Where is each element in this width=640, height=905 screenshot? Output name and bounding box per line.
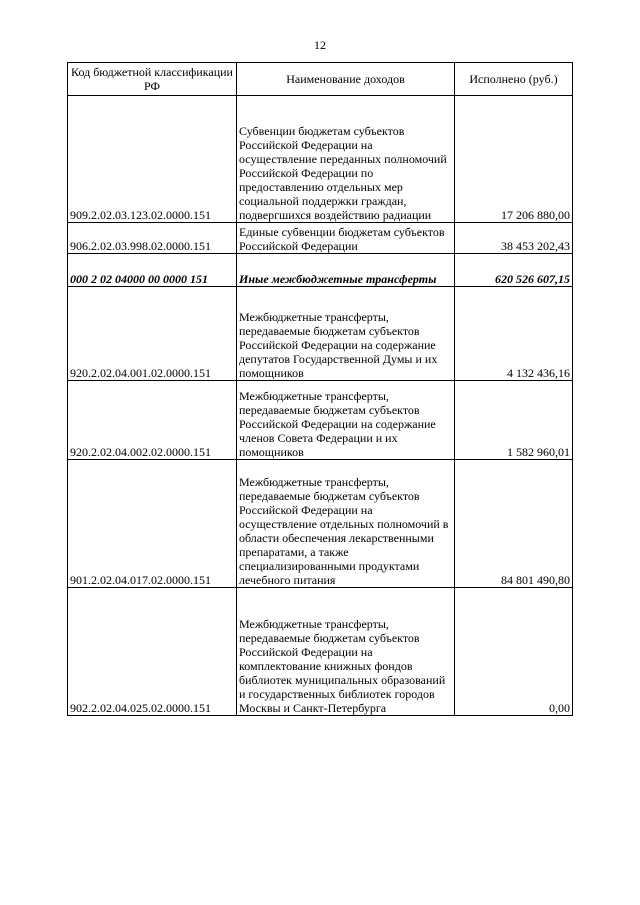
- header-code: Код бюджетной классификации РФ: [68, 63, 237, 96]
- table-header-row: [68, 63, 573, 96]
- row-amount: 84 801 490,80: [455, 460, 573, 588]
- row-amount: 0,00: [455, 588, 573, 716]
- table-row: [68, 287, 573, 381]
- row-code: 909.2.02.03.123.02.0000.151: [68, 96, 237, 223]
- row-name: Межбюджетные трансферты, передаваемые бюджетам субъектов Российской Федерации на осуществление отдельных полномочий в области обеспечения лекарственными препаратами, а также специализированными продуктами лечебного питания: [237, 460, 455, 588]
- row-code: 901.2.02.04.017.02.0000.151: [68, 460, 237, 588]
- row-code: 902.2.02.04.025.02.0000.151: [68, 588, 237, 716]
- table-row: [68, 381, 573, 460]
- row-code: 920.2.02.04.002.02.0000.151: [68, 381, 237, 460]
- row-amount: 1 582 960,01: [455, 381, 573, 460]
- row-name: Межбюджетные трансферты, передаваемые бюджетам субъектов Российской Федерации на содержание членов Совета Федерации и их помощников: [237, 381, 455, 460]
- page-number: 12: [314, 38, 326, 52]
- header-amount: Исполнено (руб.): [455, 63, 573, 96]
- row-amount: 38 453 202,43: [455, 223, 573, 254]
- table-row: [68, 588, 573, 716]
- row-amount: 17 206 880,00: [455, 96, 573, 223]
- row-name: Межбюджетные трансферты, передаваемые бюджетам субъектов Российской Федерации на комплектование книжных фондов библиотек муниципальных образований и государственных библиотек городов Москвы и Санкт-Петербурга: [237, 588, 455, 716]
- revenue-table: [67, 62, 573, 716]
- row-code: 906.2.02.03.998.02.0000.151: [68, 223, 237, 254]
- row-name: Межбюджетные трансферты, передаваемые бюджетам субъектов Российской Федерации на содержание депутатов Государственной Думы и их помощников: [237, 287, 455, 381]
- row-amount: 4 132 436,16: [455, 287, 573, 381]
- table-row-subtotal: [68, 254, 573, 287]
- header-name: Наименование доходов: [237, 63, 455, 96]
- row-amount: 620 526 607,15: [455, 254, 573, 287]
- row-code: 000 2 02 04000 00 0000 151: [68, 254, 237, 287]
- table-row: [68, 96, 573, 223]
- table-row: [68, 223, 573, 254]
- row-name: Единые субвенции бюджетам субъектов Российской Федерации: [237, 223, 455, 254]
- row-name: Иные межбюджетные трансферты: [237, 254, 455, 287]
- row-code: 920.2.02.04.001.02.0000.151: [68, 287, 237, 381]
- table-row: [68, 460, 573, 588]
- row-name: Субвенции бюджетам субъектов Российской Федерации на осуществление переданных полномочий Российской Федерации по предоставлению отдельных мер социальной поддержки граждан, подвергшихся воздействию радиации: [237, 96, 455, 223]
